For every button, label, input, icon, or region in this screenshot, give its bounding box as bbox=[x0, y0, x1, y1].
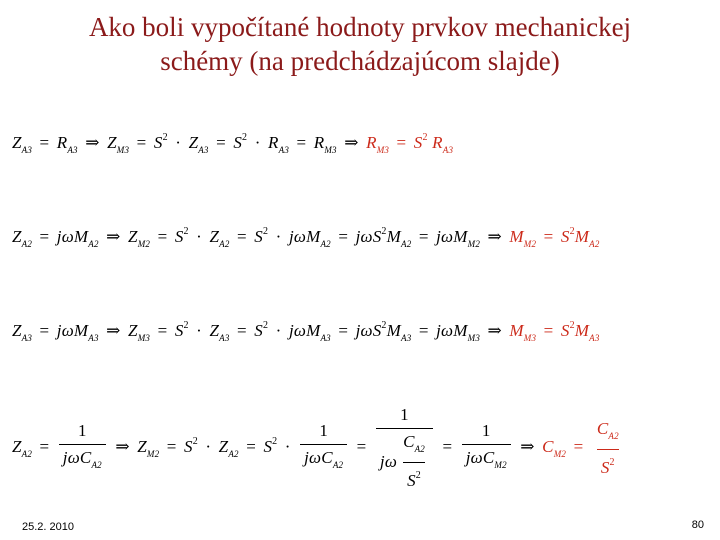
fraction-1-over-jwCA2: $\frac{1}{j\omega C_{A2}}$ bbox=[59, 420, 106, 476]
equation-resistance: $Z_{A3} = R_{A3}$ ⇒ $Z_{M3} = S^2 \cdot Z_{A3} = S^2 \cdot R_{A3} = R_{M3}$ ⇒ $R_{M3} = S^2$ $R_{A3}$ bbox=[12, 132, 454, 155]
equation-mass-a3: $Z_{A3} = j\omega M_{A3}$ ⇒ $Z_{M3} = S^2 \cdot Z_{A3} = S^2 \cdot j\omega M_{A3} = j\omega S^2M_{A3} = j\omega M_{M3}$ ⇒ $M_{M3} = S^2M_{A3}$ bbox=[12, 320, 600, 343]
slide-title bbox=[0, 10, 720, 78]
title-line-1: Ako boli vypočítané hodnoty prvkov mechanickej bbox=[88, 12, 632, 42]
equation-mass-a2: $Z_{A2} = j\omega M_{A2}$ ⇒ $Z_{M2} = S^2 \cdot Z_{A2} = S^2 \cdot j\omega M_{A2} = j\omega S^2M_{A2} = j\omega M_{M2}$ ⇒ $M_{M2} = S^2M_{A2}$ bbox=[12, 226, 600, 249]
sym: Z bbox=[12, 133, 22, 152]
equation-capacitance: $Z_{A2}$ = $\frac{1}{j\omega C_{A2}}$ ⇒ $Z_{M2} = S^2 \cdot Z_{A2} = S^2$ · $\frac{1}{j\omega C_{A2}}$ = 1 jω $\frac{C_{A2}}{S^2}$ = $\frac{1}{j\omega C_{M2}}$ ⇒ $C_{M2}$ = $\frac{C_{A2}}{S^2}$ bbox=[12, 404, 625, 492]
title-line-2: schémy (na predchádzajúcom slajde) bbox=[160, 46, 560, 76]
fraction-1-over-jwCM2: $\frac{1}{j\omega C_{M2}}$ bbox=[462, 420, 511, 476]
fraction-1-over-jwCA2-b: $\frac{1}{j\omega C_{A2}}$ bbox=[300, 420, 347, 476]
result-mass-a2: $M_{M2} = S^2M_{A2}$ bbox=[509, 226, 600, 249]
result-resistance: $R_{M3} = S^2$ $R_{A3}$ bbox=[366, 132, 454, 155]
slide-date: 25.2. 2010 bbox=[22, 521, 74, 533]
fraction-1-over-jw-CA2-S2: 1 jω $\frac{C_{A2}}{S^2}$ bbox=[376, 404, 433, 492]
slide-page-number: 80 bbox=[691, 519, 704, 531]
result-capacitance: $C_{M2}$ = $\frac{C_{A2}}{S^2}$ bbox=[542, 418, 619, 477]
result-mass-a3: $M_{M3} = S^2M_{A3}$ bbox=[509, 320, 600, 343]
